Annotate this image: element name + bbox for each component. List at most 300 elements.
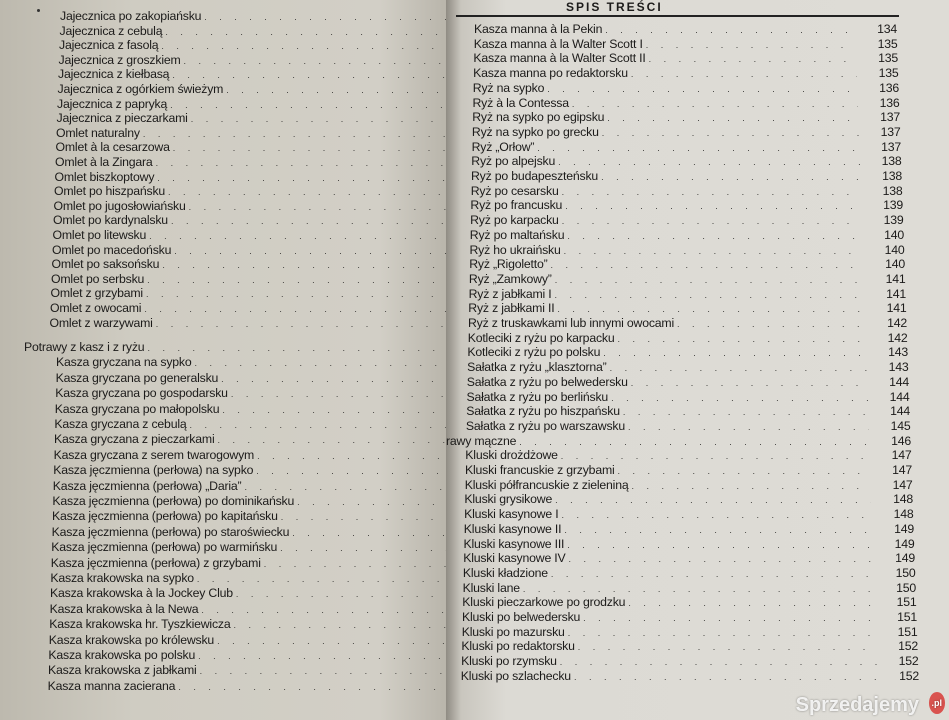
toc-entry — [50, 602, 446, 617]
page-number: 137 — [880, 110, 900, 125]
toc-entry — [52, 494, 446, 509]
toc-entry — [55, 170, 447, 185]
watermark-logo: Sprzedajemy .pl — [796, 694, 919, 716]
toc-entry — [58, 67, 446, 82]
toc-entry — [465, 448, 911, 463]
entry-title: Kasza jęczmienna (perłowa) po kapitańsku — [52, 509, 278, 524]
entry-title: Kotleciki z ryżu po karpacku — [467, 330, 615, 345]
toc-entry — [51, 540, 446, 555]
dot-leader — [280, 541, 446, 555]
toc-entry — [57, 111, 447, 126]
dot-leader — [256, 464, 446, 478]
dot-leader — [537, 141, 859, 155]
toc-entry — [52, 243, 446, 258]
entry-title: Ryż po budapeszteńsku — [471, 169, 599, 183]
toc-entry — [472, 125, 901, 140]
dot-leader — [583, 611, 875, 625]
dot-leader — [631, 67, 857, 81]
toc-entry — [462, 595, 916, 610]
page-number: 138 — [882, 183, 903, 198]
dot-leader — [646, 38, 856, 52]
entry-title: Kluski francuskie z grzybami — [465, 463, 615, 477]
dot-leader — [564, 523, 872, 537]
dot-leader — [174, 244, 446, 258]
entry-title: Ryż „Rigoletto” — [469, 257, 548, 272]
entry-title: Kasza krakowska à la Jockey Club — [50, 586, 233, 601]
entry-title: Omlet po kardynalsku — [53, 213, 168, 228]
toc-entry — [48, 648, 446, 663]
entry-title: Kasza krakowska po polsku — [48, 648, 196, 662]
dot-leader — [234, 618, 447, 632]
dot-leader — [143, 127, 446, 141]
dot-leader — [555, 288, 865, 302]
toc-entry — [466, 419, 911, 434]
dot-leader — [631, 479, 870, 493]
toc-entry — [56, 140, 447, 155]
toc-entry — [51, 286, 447, 301]
dot-leader — [195, 356, 446, 370]
entry-title: Jajecznica z groszkiem — [58, 52, 181, 67]
page-header — [456, 0, 899, 17]
page-number: 141 — [886, 301, 907, 316]
right-page — [446, 0, 949, 720]
page-number: 144 — [890, 404, 910, 419]
dot-leader — [146, 287, 446, 301]
entry-title: Ryż po karpacku — [470, 213, 559, 228]
dot-leader — [217, 634, 446, 648]
dot-leader — [560, 655, 877, 669]
dot-leader — [565, 199, 861, 213]
entry-title: Kluski drożdżowe — [465, 448, 558, 463]
dot-leader — [173, 141, 446, 155]
page-number: 152 — [898, 654, 919, 669]
toc-entry — [471, 169, 902, 184]
dot-leader — [221, 372, 446, 386]
toc-entry — [50, 571, 446, 586]
toc-entry — [474, 22, 897, 37]
dot-leader — [161, 39, 446, 53]
toc-entry — [57, 97, 446, 112]
page-number: 136 — [879, 80, 899, 95]
entry-title: Omlet po serbsku — [51, 271, 145, 286]
toc-entry — [464, 537, 915, 552]
entry-title: Kotleciki z ryżu po polsku — [467, 345, 601, 360]
dot-leader — [156, 317, 446, 331]
entry-title: Kluski kasynowe III — [463, 536, 565, 551]
toc-entry — [51, 556, 446, 571]
toc-entry — [52, 525, 446, 540]
entry-title: Kasza gryczana na sypko — [56, 355, 192, 370]
page-number: 135 — [877, 36, 898, 51]
dot-leader — [562, 185, 861, 199]
dot-leader — [281, 510, 446, 524]
entry-title: Kasza krakowska à la Newa — [49, 601, 199, 616]
dot-leader — [178, 680, 446, 694]
toc-entry — [468, 301, 906, 316]
dot-leader — [551, 567, 874, 581]
left-page — [0, 0, 446, 720]
dot-leader — [601, 170, 860, 184]
entry-title: Omlet biszkoptowy — [54, 169, 155, 184]
dot-leader — [603, 346, 866, 360]
toc-entry — [470, 198, 903, 213]
dot-leader — [649, 52, 856, 66]
entry-title: Kluski kasynowe II — [463, 521, 562, 536]
entry-title: Omlet z grzybami — [50, 286, 143, 301]
entry-title: Kasza jęczmienna (perłowa) z grzybami — [50, 555, 261, 570]
dot-leader — [555, 273, 864, 287]
dot-leader — [168, 185, 446, 199]
toc-entry — [56, 126, 446, 141]
toc-entry — [461, 654, 918, 669]
dot-leader — [257, 449, 446, 463]
page-number: 140 — [885, 257, 905, 272]
dot-leader — [569, 552, 873, 566]
page-number: 149 — [895, 551, 915, 566]
page-number: 151 — [897, 624, 918, 639]
page-number: 140 — [884, 227, 904, 242]
toc-entry — [463, 581, 916, 596]
page-number: 147 — [892, 477, 913, 492]
toc-entry — [463, 566, 916, 581]
dot-leader — [226, 83, 446, 97]
dot-leader — [189, 200, 446, 214]
entry-title: Kasza gryczana po gospodarsku — [55, 386, 228, 401]
entry-title: Ryż po francusku — [470, 198, 563, 213]
dot-leader — [197, 572, 446, 586]
toc-entry — [462, 625, 918, 640]
toc-entry — [474, 37, 898, 52]
entry-title: Kasza gryczana po małopolsku — [54, 401, 220, 416]
toc-entry — [59, 38, 446, 53]
dot-leader — [171, 214, 446, 228]
toc-entry — [461, 639, 918, 654]
toc-entry — [58, 82, 447, 97]
entry-title: Kluski po rzymsku — [461, 654, 557, 669]
toc-entry — [472, 110, 900, 125]
page-number: 139 — [883, 198, 903, 213]
entry-title: Sałatka z ryżu „klasztorna” — [467, 360, 607, 375]
dot-leader — [568, 626, 876, 640]
toc-entry — [473, 66, 898, 81]
toc-entry — [54, 199, 447, 214]
dot-leader — [231, 387, 446, 401]
page-number: 143 — [888, 360, 909, 375]
entry-title: Ryż po maltańsku — [469, 227, 565, 242]
entry-title: Kluski po belwedersku — [462, 610, 581, 624]
entry-title: Kasza jęczmienna (perłowa) po staroświecku — [51, 524, 290, 539]
dot-leader — [677, 317, 865, 331]
page-number: 138 — [881, 154, 902, 169]
dot-leader — [618, 464, 870, 478]
page-number: 147 — [892, 463, 912, 477]
dot-leader — [264, 557, 446, 571]
toc-entry — [59, 53, 447, 68]
entry-title: Ryż „Zamkowy” — [468, 271, 552, 286]
toc-entry — [469, 257, 905, 272]
dot-leader — [605, 23, 855, 37]
toc-entry — [467, 345, 908, 360]
toc-entry — [60, 9, 446, 24]
dot-leader — [297, 495, 446, 509]
entry-title: Ryż ho ukraińsku — [469, 242, 561, 257]
toc-entry — [471, 154, 901, 169]
toc-entry — [54, 184, 446, 199]
toc-entry — [473, 51, 898, 66]
toc-entry — [55, 155, 446, 170]
entry-title: Kasza gryczana z serem twarogowym — [53, 447, 255, 462]
toc-entry — [470, 243, 905, 258]
toc-entry — [463, 551, 915, 566]
dot-leader — [623, 405, 868, 419]
dot-leader — [555, 493, 871, 507]
entry-title: Kasza manna zacierana — [47, 678, 176, 693]
page-number: 152 — [899, 668, 919, 683]
page-number: 136 — [879, 95, 900, 110]
dot-leader — [200, 664, 446, 678]
entry-title: Kasza jęczmienna (perłowa) „Daria” — [52, 478, 242, 493]
toc-entry — [50, 316, 447, 331]
toc-entry — [467, 390, 910, 405]
toc-entry — [472, 140, 901, 155]
dot-leader — [547, 82, 857, 96]
entry-title: Ryż à la Contessa — [472, 95, 569, 110]
entry-title: Sałatka z ryżu po berlińsku — [466, 389, 609, 404]
entry-title: Potrawy z kasz i z ryżu — [24, 340, 145, 354]
toc-entry — [54, 448, 446, 463]
page-number: 149 — [894, 536, 915, 551]
page-number: 146 — [891, 433, 911, 448]
dot-leader — [562, 214, 862, 228]
page-number: 148 — [893, 507, 914, 522]
dot-leader — [204, 10, 446, 24]
toc-entry — [51, 272, 446, 287]
dot-leader — [574, 670, 877, 684]
dot-leader — [162, 258, 446, 272]
page-number: 141 — [886, 286, 906, 301]
entry-title: Kasza krakowska po królewsku — [48, 632, 215, 647]
dot-leader — [610, 361, 867, 375]
entry-title: Kluski półfrancuskie z zieleniną — [464, 477, 629, 492]
dot-leader — [184, 54, 446, 68]
page-number: 150 — [896, 580, 916, 595]
entry-title: Omlet à la Zingara — [55, 155, 153, 169]
entry-title: Omlet à la cesarzowa — [55, 140, 170, 155]
entry-title: Omlet po saksońsku — [51, 257, 160, 272]
page-number: 151 — [897, 610, 917, 624]
page-number: 147 — [891, 448, 912, 463]
entry-title: Omlet po jugosłowiańsku — [53, 198, 186, 213]
toc-entry — [469, 287, 906, 302]
entry-title: Jajecznica z pieczarkami — [56, 111, 188, 126]
page-number: 152 — [898, 639, 918, 654]
dot-leader — [607, 111, 858, 125]
entry-title: Ryż „Orłow” — [471, 139, 535, 154]
dot-leader — [172, 68, 446, 82]
toc-entry — [49, 617, 446, 632]
dot-leader — [564, 244, 863, 258]
entry-title: Ryż z jabłkami II — [468, 301, 555, 316]
toc-entry — [464, 492, 913, 507]
dot-leader — [628, 420, 869, 434]
entry-title: Kasza gryczana z pieczarkami — [54, 432, 215, 447]
entry-title: Jajecznica z kiełbasą — [58, 67, 170, 82]
page-number: 143 — [888, 345, 908, 360]
toc-entry — [466, 404, 910, 419]
toc-entry — [48, 663, 446, 678]
entry-title: Omlet naturalny — [56, 125, 140, 140]
dot-leader — [602, 126, 859, 140]
toc-entry — [24, 340, 446, 355]
page-number: 141 — [885, 271, 906, 286]
page-number: 149 — [894, 521, 914, 536]
entry-title: Jajecznica z fasolą — [59, 38, 159, 53]
dot-leader — [165, 25, 446, 39]
entry-title: Omlet z warzywami — [49, 315, 153, 330]
dot-leader — [156, 156, 446, 170]
entry-title: Ryż z jabłkami I — [468, 286, 552, 301]
entry-title: Kasza gryczana z cebulą — [54, 417, 187, 431]
dot-leader — [191, 112, 446, 126]
dot-leader — [572, 97, 858, 111]
toc-entry — [467, 375, 909, 390]
toc-entry — [53, 228, 447, 243]
entry-title: Jajecznica z ogórkiem świeżym — [57, 82, 224, 96]
toc-entry — [470, 213, 903, 228]
entry-title: Kluski po mazursku — [461, 624, 565, 639]
entry-title: Omlet z owocami — [50, 301, 142, 315]
dot-leader — [561, 449, 870, 463]
dot-leader — [147, 273, 446, 287]
entry-title: Kasza manna po redaktorsku — [473, 66, 628, 81]
toc-entry — [462, 610, 917, 625]
entry-title: rawy mączne — [446, 433, 517, 448]
page-number: 135 — [878, 51, 898, 66]
page-number: 151 — [896, 595, 917, 610]
toc-entry — [53, 213, 446, 228]
entry-title: Sałatka z ryżu po warszawsku — [465, 418, 625, 433]
entry-title: Jajecznica z papryką — [57, 96, 168, 111]
page-number: 142 — [887, 316, 907, 330]
dot-leader — [236, 587, 446, 601]
toc-entry — [470, 228, 904, 243]
page-number: 140 — [884, 242, 905, 257]
toc-entry — [465, 463, 912, 478]
dot-leader — [198, 649, 446, 663]
toc-entry — [48, 679, 446, 694]
page-number: 144 — [889, 389, 910, 404]
entry-title: Kasza manna à la Walter Scott II — [473, 51, 646, 66]
toc-entry — [54, 417, 446, 432]
entry-title: Kasza manna à la Pekin — [474, 22, 603, 36]
entry-title: Ryż po alpejsku — [471, 154, 556, 169]
dot-leader — [578, 640, 876, 654]
toc-entry — [465, 478, 913, 493]
dot-leader — [561, 508, 871, 522]
dot-leader — [222, 403, 446, 417]
entry-title: Omlet po hiszpańsku — [54, 184, 166, 199]
toc-entry — [473, 81, 899, 96]
dot-leader — [144, 302, 446, 316]
toc-entry — [468, 316, 907, 331]
entry-title: Ryż z truskawkami lub innymi owocami — [468, 316, 675, 330]
toc-entry — [464, 507, 913, 522]
toc-entry — [53, 479, 446, 494]
toc-entry — [446, 434, 911, 449]
dot-leader — [628, 596, 874, 610]
entry-title: Kasza krakowska na sypko — [50, 571, 194, 585]
toc-entry — [54, 432, 446, 447]
dot-leader — [551, 258, 863, 272]
page-number: 134 — [877, 22, 897, 36]
page-number: 148 — [893, 492, 913, 507]
entry-title: Kasza jęczmienna (perłowa) po dominikańsku — [52, 494, 295, 508]
entry-title: Ryż po cesarsku — [470, 183, 559, 198]
toc-entry — [53, 463, 446, 478]
entry-title: Jajecznica z cebulą — [59, 23, 163, 38]
entry-title: Ryż na sypko po grecku — [471, 124, 599, 139]
toc-entry — [467, 360, 908, 375]
toc-entry — [52, 257, 447, 272]
toc-entry — [49, 633, 446, 648]
dot-leader — [611, 391, 867, 405]
bullet-mark — [37, 9, 40, 12]
page-number: 135 — [878, 66, 899, 81]
page-number: 150 — [895, 565, 916, 580]
toc-entry — [56, 371, 446, 386]
header-title: SPIS TREŚCI — [566, 0, 663, 14]
entry-title: Kluski kasynowe I — [464, 507, 559, 522]
entry-title: Kluski grysikowe — [464, 492, 553, 507]
toc-entry — [50, 586, 446, 601]
entry-title: Kasza krakowska hr. Tyszkiewicza — [49, 617, 231, 632]
page-number: 137 — [880, 124, 901, 139]
dot-leader — [523, 582, 874, 596]
entry-title: Kasza gryczana po generalsku — [55, 370, 219, 385]
entry-title: Kluski lane — [462, 580, 520, 595]
entry-title: Kluski kasynowe IV — [463, 551, 566, 566]
toc-entry — [52, 509, 446, 524]
dot-leader — [170, 98, 446, 112]
entry-title: Kluski po redaktorsku — [461, 639, 575, 654]
page-number: 137 — [881, 139, 901, 154]
entry-title: Omlet po litewsku — [52, 228, 147, 242]
dot-leader — [567, 538, 872, 552]
entry-title: Sałatka z ryżu po hiszpańsku — [466, 404, 620, 419]
entry-title: Kluski kładzione — [462, 565, 548, 580]
toc-entry — [468, 331, 908, 346]
dot-leader — [519, 435, 869, 449]
dot-leader — [631, 376, 867, 390]
entry-title: Jajecznica po zakopiańsku — [60, 9, 202, 23]
entry-title: Kasza manna à la Walter Scott I — [473, 36, 643, 51]
dot-leader — [558, 155, 859, 169]
entry-title: Ryż na sypko po egipsku — [472, 110, 605, 125]
entry-title: Kluski po szlachecku — [460, 668, 571, 683]
toc-entry — [464, 522, 914, 537]
entry-title: Sałatka z ryżu po belwedersku — [466, 374, 628, 389]
dot-leader — [618, 332, 866, 346]
dot-leader — [201, 603, 446, 617]
dot-leader — [147, 341, 446, 355]
page-number: 138 — [882, 169, 902, 183]
toc-entry — [55, 402, 446, 417]
entry-title: Kasza jęczmienna (perłowa) na sypko — [53, 463, 254, 478]
page-number: 145 — [890, 418, 911, 433]
page-number: 142 — [887, 330, 908, 345]
dot-leader — [217, 433, 446, 447]
entry-title: Ryż na sypko — [472, 80, 545, 95]
